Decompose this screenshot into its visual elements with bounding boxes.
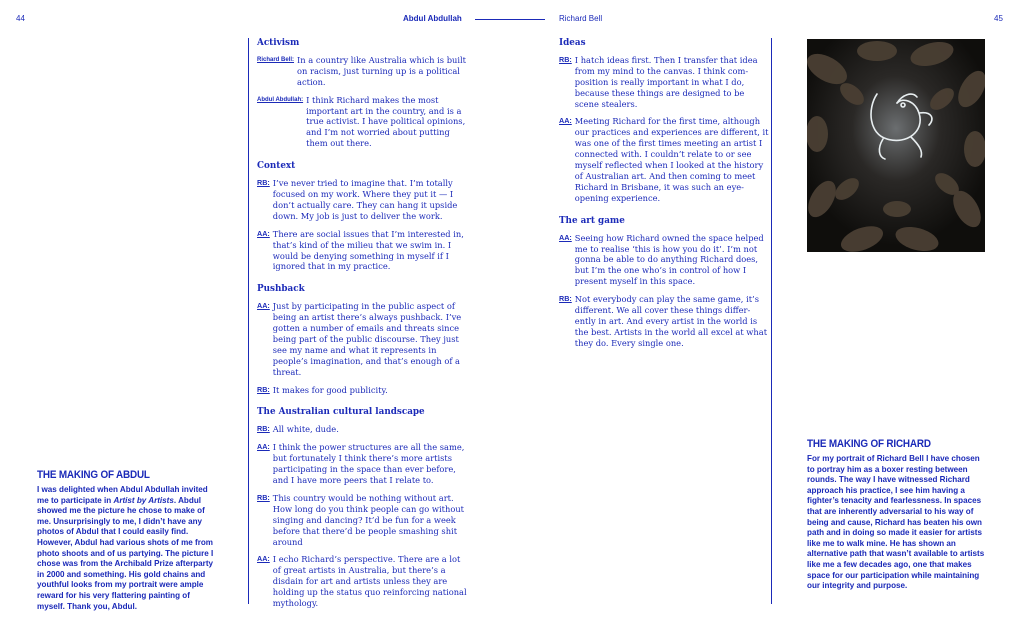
dialogue-text: In a country like Australia which is built on racism, just turning up is a political action. [297, 54, 466, 87]
panel-body: For my portrait of Richard Bell I have chosen to portray him as a boxer resting between rounds. The way I have witnessed Richard approach his practice, I see him having a fighter’s tenacity and fearlessness. In spaces that are inherently adversarial to his way of being and cause, Richard has beaten his own path and in doing so made it easier for artists like me to walk mine. He has shown an alternative path that wasn’t available to artists like me a few decades ago, one that makes space for our participation while maintaining our integrity and purpose. [807, 454, 985, 591]
dialogue-entry [257, 442, 467, 486]
dialogue-text: Not everybody can play the same game, it’s different. We all cover these things differ-ently in art. And every artist in the world is the best. Artists in the world all excel at what they do. Every single one. [574, 294, 768, 348]
column-rule-left [248, 38, 249, 604]
panel-text: . Abdul showed me the picture he chose to make of me. Unsurprisingly to me, I didn’t have any photos of Abdul that I could easily find. However, Abdul had various shots of me from photo shoots and of us partying. The picture I chose was from the Archibald Prize afterparty in 2000 and something. His gold chains and youthful looks from my portrait were ample reward for his very flattering painting of myself. Thank you, Abdul. [37, 495, 214, 611]
dialogue-entry [257, 385, 467, 396]
dialogue-text: Just by participating in the public aspect of being an artist there’s always pushback. I’ve gotten a number of emails and threats since being part of the public discourse. They just see my name and what it represents in people’s imagination, and that’s enough of a threat. [272, 301, 462, 377]
page-number-right: 45 [994, 14, 1003, 23]
dialogue-text: I echo Richard’s perspective. There are a lot of great artists in Australia, but there’s a disdain for art and artists unless they are holding up the status quo reinforcing national mythology. [272, 554, 467, 609]
section-the-art-game [559, 216, 769, 349]
dialogue-text: Seeing how Richard owned the space helped me to realise ‘this is how you do it’. I’m not gonna be able to do anything Richard does, but I’m the one who’s in control of how I present myself in this space. [574, 232, 764, 287]
running-head-author-right: Richard Bell [559, 14, 603, 23]
dialogue-text: It makes for good publicity. [272, 384, 388, 395]
interview-column-right [559, 38, 769, 361]
dialogue-entry [559, 233, 769, 288]
speaker-label: AA: [257, 228, 270, 238]
dialogue-entry [257, 554, 467, 609]
speaker-label: AA: [257, 301, 270, 311]
dialogue-entry [257, 229, 467, 273]
speaker-label: AA: [559, 116, 572, 126]
making-of-abdul-panel [37, 469, 217, 612]
section-title: Ideas [559, 38, 586, 48]
page-number-left: 44 [16, 14, 25, 23]
section-title: Pushback [257, 284, 305, 295]
column-rule-right [771, 38, 772, 604]
rats-circle-image [807, 39, 985, 252]
panel-title: THE MAKING OF RICHARD [807, 438, 931, 450]
dialogue-text: I think the power structures are all the same, but fortunately I think there’s more artists participating in the space than ever before, and I have more peers that I relate to. [272, 442, 465, 485]
dialogue-entry [257, 55, 467, 88]
speaker-label: AA: [559, 232, 572, 242]
dialogue-text: I’ve never tried to imagine that. I’m totally focused on my work. Where they put it — I don’t actually care. They can hang it upside down. My job is just to deliver the work. [272, 178, 458, 221]
speaker-label: RB: [257, 424, 270, 434]
section-title: The Australian cultural landscape [257, 407, 425, 418]
speaker-label: AA: [257, 554, 270, 564]
section-title: The art game [559, 215, 625, 226]
dialogue-text: Meeting Richard for the first time, although our practices and experiences are different, it was one of the first times meeting an artist I connected with. I couldn’t relate to or see myself reflected when I looked at the history of Australian art. And then coming to meet Richard in Brisbane, it was such an eye-opening experience. [574, 116, 769, 203]
header-rule [475, 19, 545, 20]
dialogue-text: All white, dude. [272, 424, 339, 435]
dialogue-entry [559, 116, 769, 203]
dialogue-entry [257, 95, 467, 150]
interview-column-left [257, 38, 467, 621]
making-of-richard-panel [807, 438, 987, 592]
speaker-label: RB: [257, 384, 270, 394]
section-title: Context [257, 161, 296, 172]
dialogue-text: I hatch ideas first. Then I transfer that idea from my mind to the canvas. I think com-position is really important in what I do, because these things are designed to be scene stealers. [574, 54, 758, 109]
section-title: Activism [257, 38, 300, 48]
dialogue-entry [559, 55, 769, 110]
speaker-label: RB: [257, 178, 270, 188]
dialogue-text: There are social issues that I’m interested in, that’s kind of the milieu that we swim in. I would be denying something in myself if I ignored that in my practice. [272, 228, 464, 272]
running-head-author-left: Abdul Abdullah [403, 14, 462, 23]
speaker-label: RB: [559, 294, 572, 304]
panel-text: I was delighted when Abdul Abdullah invited me to participate in [37, 485, 208, 505]
panel-title: THE MAKING OF ABDUL [37, 469, 150, 481]
speaker-label: RB: [257, 492, 270, 502]
speaker-label: RB: [559, 54, 572, 64]
section-ideas [559, 38, 769, 204]
section-activism [257, 38, 467, 149]
section-australian-cultural-landscape [257, 407, 467, 609]
speaker-label: Richard Bell: [257, 56, 295, 63]
dialogue-entry [559, 294, 769, 349]
speaker-label: Abdul Abdullah: [257, 96, 304, 103]
dialogue-entry [257, 493, 467, 548]
section-context [257, 161, 467, 272]
speaker-label: AA: [257, 442, 270, 452]
artwork-title: Artist by Artists [113, 495, 174, 505]
dialogue-text: This country would be nothing without art. How long do you think people can go without singing and dancing? It’d be fun for a week before that there’d be people smashing shit around [272, 492, 464, 547]
dialogue-entry [257, 178, 467, 222]
dialogue-entry [257, 424, 467, 435]
artwork-photo [807, 39, 985, 252]
dialogue-text: I think Richard makes the most important art in the country, and is a true activist. I have political opinions, and I’m not worried about putting them out there. [306, 94, 466, 149]
section-pushback [257, 284, 467, 395]
panel-body [37, 485, 217, 612]
dialogue-entry [257, 301, 467, 377]
